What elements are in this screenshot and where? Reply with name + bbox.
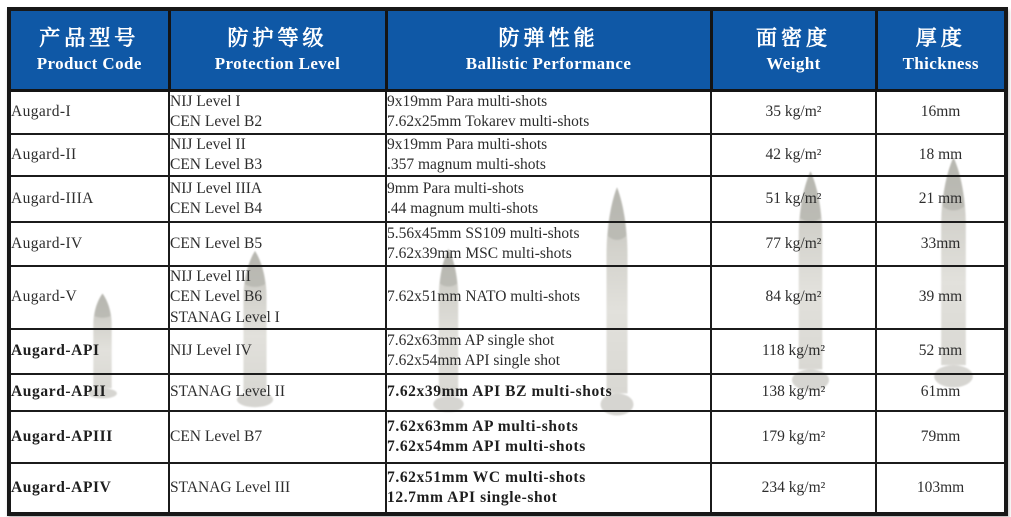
- product-code-cell: Augard-APII: [9, 374, 169, 411]
- protection-line: NIJ Level III: [170, 268, 251, 286]
- thickness-cell: 52 mm: [876, 329, 1006, 374]
- table-row: [9, 266, 1006, 328]
- thickness-cell: 33mm: [876, 222, 1006, 266]
- protection-level-cell: [169, 374, 386, 411]
- col-header-ballistic-performance: [386, 9, 711, 90]
- col-header-product-code-zh: 产品型号: [39, 26, 140, 50]
- product-code-cell: Augard-IIIA: [9, 176, 169, 222]
- performance-line: 7.62x54mm API multi-shots: [387, 437, 586, 455]
- weight-cell: 35 kg/m²: [711, 90, 876, 134]
- protection-line: CEN Level B5: [170, 235, 263, 253]
- protection-line: NIJ Level IIIA: [170, 180, 263, 198]
- table-row: [9, 411, 1006, 463]
- performance-line: 5.56x45mm SS109 multi-shots: [387, 225, 580, 243]
- col-header-thickness: [876, 9, 1006, 90]
- weight-cell: 84 kg/m²: [711, 266, 876, 328]
- ballistic-performance-cell: [386, 266, 711, 328]
- protection-line: CEN Level B2: [170, 113, 263, 131]
- table-row: [9, 90, 1006, 134]
- table-row: [9, 374, 1006, 411]
- performance-line: 7.62x39mm API BZ multi-shots: [387, 383, 613, 401]
- protection-line: CEN Level B4: [170, 200, 263, 218]
- performance-line: 7.62x39mm MSC multi-shots: [387, 245, 572, 263]
- protection-level-cell: [169, 222, 386, 266]
- thickness-cell: 16mm: [876, 90, 1006, 134]
- col-header-protection-level-en: Protection Level: [214, 54, 341, 74]
- weight-cell: 138 kg/m²: [711, 374, 876, 411]
- ballistic-performance-cell: [386, 463, 711, 514]
- weight-cell: 77 kg/m²: [711, 222, 876, 266]
- col-header-thickness-zh: 厚度: [915, 26, 966, 50]
- col-header-product-code: [9, 9, 169, 90]
- protection-line: CEN Level B7: [170, 427, 263, 445]
- performance-line: 7.62x63mm AP single shot: [387, 332, 555, 350]
- weight-cell: 234 kg/m²: [711, 463, 876, 514]
- product-code-cell: Augard-I: [9, 90, 169, 134]
- product-code-cell: Augard-APIII: [9, 411, 169, 463]
- ballistic-performance-cell: [386, 374, 711, 411]
- protection-level-cell: [169, 329, 386, 374]
- header-row: [9, 9, 1006, 90]
- col-header-thickness-en: Thickness: [902, 54, 979, 74]
- protection-level-cell: [169, 134, 386, 176]
- table-row: [9, 463, 1006, 514]
- thickness-cell: 21 mm: [876, 176, 1006, 222]
- ballistic-performance-cell: [386, 176, 711, 222]
- thickness-cell: 18 mm: [876, 134, 1006, 176]
- weight-cell: 179 kg/m²: [711, 411, 876, 463]
- performance-line: 12.7mm API single-shot: [387, 488, 558, 506]
- protection-level-cell: [169, 266, 386, 328]
- protection-line: STANAG Level III: [170, 478, 291, 496]
- col-header-product-code-en: Product Code: [36, 54, 142, 74]
- performance-line: 7.62x63mm AP multi-shots: [387, 417, 579, 435]
- col-header-weight-en: Weight: [766, 54, 821, 74]
- ballistic-performance-cell: [386, 329, 711, 374]
- weight-cell: 118 kg/m²: [711, 329, 876, 374]
- protection-line: STANAG Level I: [170, 308, 280, 326]
- protection-level-cell: [169, 90, 386, 134]
- product-code-cell: Augard-API: [9, 329, 169, 374]
- product-spec-table: [7, 7, 1008, 516]
- weight-cell: 51 kg/m²: [711, 176, 876, 222]
- ballistic-performance-cell: [386, 90, 711, 134]
- protection-line: CEN Level B6: [170, 288, 263, 306]
- protection-level-cell: [169, 463, 386, 514]
- performance-line: 7.62x51mm WC multi-shots: [387, 468, 586, 486]
- protection-level-cell: [169, 176, 386, 222]
- thickness-cell: 39 mm: [876, 266, 1006, 328]
- col-header-protection-level-zh: 防护等级: [227, 26, 328, 50]
- thickness-cell: 61mm: [876, 374, 1006, 411]
- protection-line: NIJ Level II: [170, 136, 246, 153]
- thickness-cell: 103mm: [876, 463, 1006, 514]
- performance-line: 9x19mm Para multi-shots: [387, 136, 548, 153]
- table-row: [9, 222, 1006, 266]
- product-code-cell: Augard-APIV: [9, 463, 169, 514]
- performance-line: .44 magnum multi-shots: [387, 200, 539, 218]
- ballistic-performance-cell: [386, 134, 711, 176]
- protection-line: STANAG Level II: [170, 383, 285, 401]
- protection-level-cell: [169, 411, 386, 463]
- protection-line: NIJ Level IV: [170, 342, 252, 360]
- product-code-cell: Augard-V: [9, 266, 169, 328]
- performance-line: 7.62x54mm API single shot: [387, 352, 561, 370]
- ballistic-performance-cell: [386, 411, 711, 463]
- product-code-cell: Augard-IV: [9, 222, 169, 266]
- thickness-cell: 79mm: [876, 411, 1006, 463]
- performance-line: 7.62x25mm Tokarev multi-shots: [387, 113, 590, 131]
- protection-line: NIJ Level I: [170, 93, 241, 111]
- table-row: [9, 134, 1006, 176]
- col-header-weight-zh: 面密度: [756, 26, 831, 50]
- col-header-ballistic-performance-zh: 防弹性能: [498, 26, 599, 50]
- performance-line: 9mm Para multi-shots: [387, 180, 524, 198]
- ballistic-performance-cell: [386, 222, 711, 266]
- performance-line: 9x19mm Para multi-shots: [387, 93, 548, 111]
- col-header-ballistic-performance-en: Ballistic Performance: [465, 54, 632, 74]
- col-header-weight: [711, 9, 876, 90]
- col-header-protection-level: [169, 9, 386, 90]
- protection-line: CEN Level B3: [170, 156, 263, 174]
- product-code-cell: Augard-II: [9, 134, 169, 176]
- performance-line: 7.62x51mm NATO multi-shots: [387, 288, 581, 306]
- table-row: [9, 176, 1006, 222]
- table-row: [9, 329, 1006, 374]
- weight-cell: 42 kg/m²: [711, 134, 876, 176]
- performance-line: .357 magnum multi-shots: [387, 156, 546, 174]
